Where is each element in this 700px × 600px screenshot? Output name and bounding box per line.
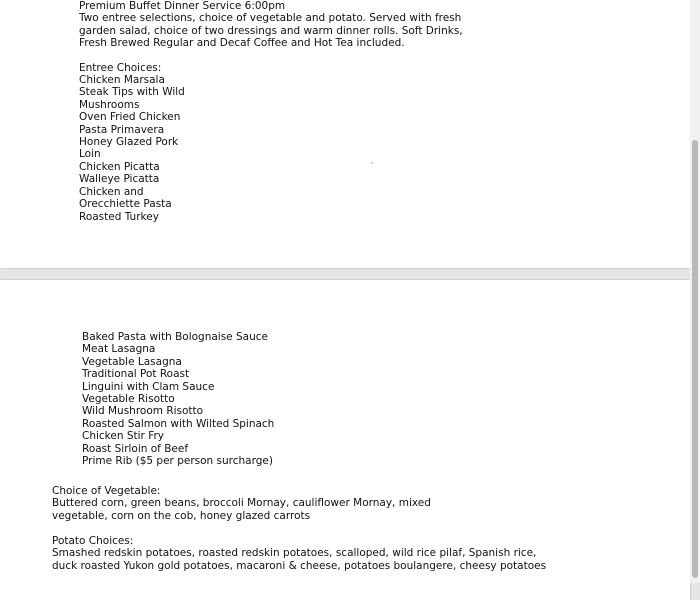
vegetable-heading: Choice of Vegetable: — [52, 485, 161, 497]
entree-item: Steak Tips with Wild — [79, 86, 185, 99]
entree-item: Vegetable Risotto — [82, 393, 175, 406]
entree-item: Loin — [79, 148, 101, 161]
entree-item: Roast Sirloin of Beef — [82, 442, 189, 455]
entree-item: Traditional Pot Roast — [82, 368, 190, 381]
entree-item: Oven Fried Chicken — [79, 111, 181, 124]
entree-item: Vegetable Lasagna — [82, 355, 182, 368]
entree-item: Baked Pasta with Bolognaise Sauce — [82, 331, 268, 343]
vegetable-line: vegetable, corn on the cob, honey glazed carrots — [52, 509, 311, 522]
potato-heading: Potato Choices: — [52, 535, 134, 547]
vegetable-section — [52, 485, 431, 522]
entree-item: Honey Glazed Pork — [79, 136, 179, 149]
entree-item: Linguini with Clam Sauce — [82, 380, 215, 393]
entree-item: Roasted Turkey — [79, 210, 159, 223]
potato-line: Smashed redskin potatoes, roasted redskin potatoes, scalloped, wild rice pilaf, Spanish rice, — [52, 547, 537, 560]
entree-item: Prime Rib ($5 per person surcharge) — [82, 455, 273, 468]
document-page-2 — [0, 280, 690, 600]
entree-item: Pasta Primavera — [79, 123, 165, 136]
entree-item: Roasted Salmon with Wilted Spinach — [82, 417, 275, 430]
entree-item: Orecchiette Pasta — [79, 198, 172, 211]
buffet-heading: Premium Buffet Dinner Service 6:00pm — [79, 0, 286, 12]
entree-item: Mushrooms — [79, 98, 140, 111]
entree-item: Meat Lasagna — [82, 343, 156, 356]
entree-item: Chicken Picatta — [79, 160, 160, 173]
scrollbar-track[interactable] — [690, 0, 700, 583]
potato-section — [52, 535, 546, 572]
page-2-entrees — [82, 331, 274, 467]
entree-item: Walleye Picatta — [79, 173, 160, 186]
entree-item: Wild Mushroom Risotto — [82, 405, 204, 418]
entree-heading: Entree Choices: — [79, 61, 162, 74]
page-1-text — [79, 0, 463, 223]
vegetable-line: Buttered corn, green beans, broccoli Mornay, cauliflower Mornay, mixed — [52, 497, 431, 510]
entree-item: Chicken and — [79, 185, 144, 198]
scrollbar-thumb[interactable] — [692, 140, 698, 578]
description-line: Two entree selections, choice of vegetable and potato. Served with fresh — [79, 12, 462, 25]
description-line: garden salad, choice of two dressings and warm dinner rolls. Soft Drinks, — [79, 24, 463, 37]
potato-line: duck roasted Yukon gold potatoes, macaroni & cheese, potatoes boulangere, cheesy potatoes — [52, 559, 547, 572]
entree-item: Chicken Marsala — [79, 74, 165, 87]
description-line: Fresh Brewed Regular and Decaf Coffee and Hot Tea included. — [79, 37, 405, 50]
entree-item: Chicken Stir Fry — [82, 430, 164, 443]
document-page-1 — [0, 0, 690, 268]
stray-mark — [371, 162, 373, 164]
